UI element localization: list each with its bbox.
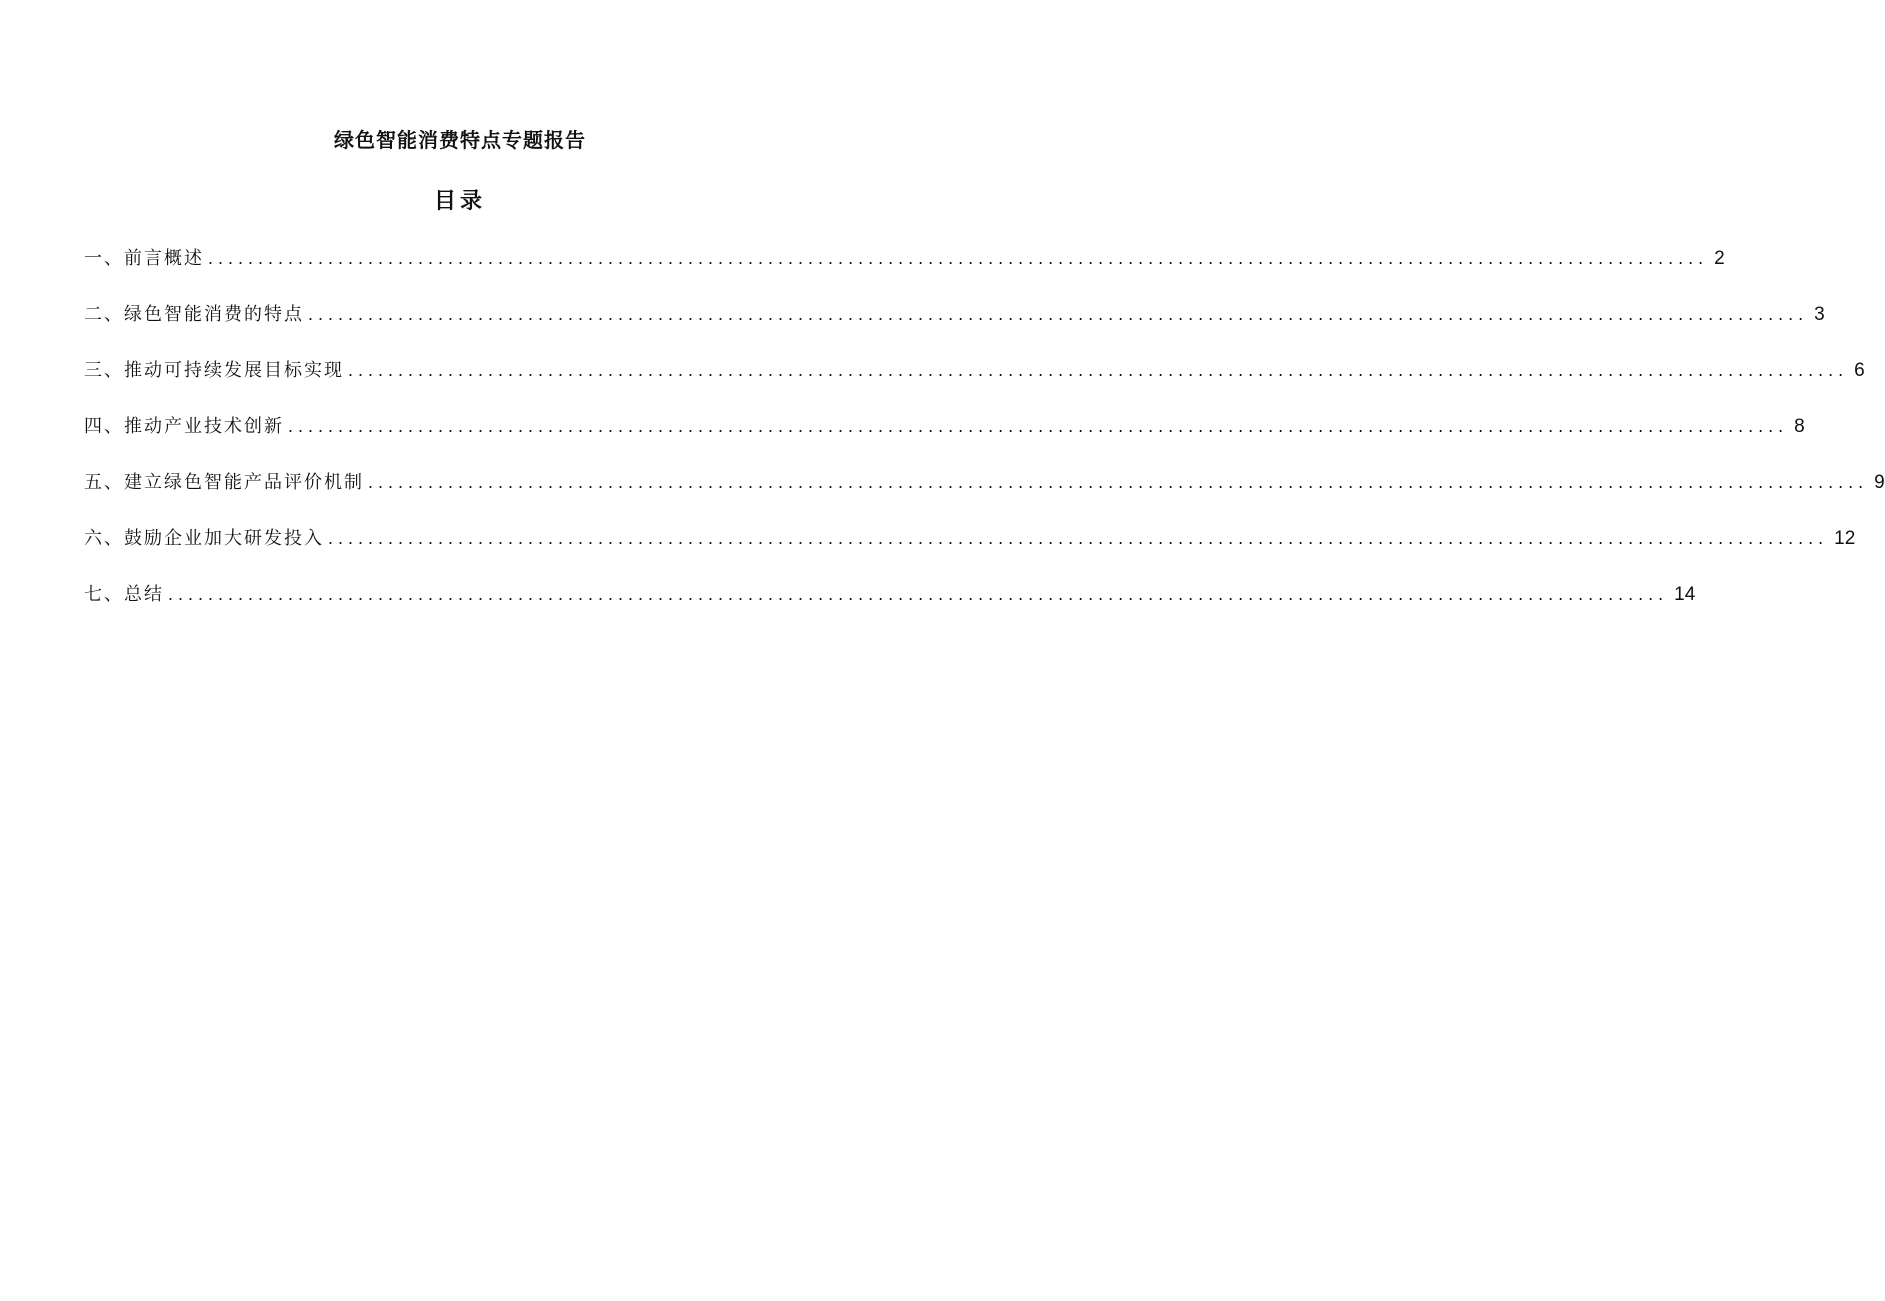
toc-dot-leader: ...................................................................................................................................................... [168,584,1669,604]
toc-page-number: 14 [1674,584,1696,605]
toc-heading: 目录 [433,189,486,214]
toc-entry-label: 七、总结 [84,584,164,605]
toc-entry[interactable] [84,577,1696,633]
toc-dot-leader: ...................................................................................................................................................... [328,528,1829,548]
toc-entry[interactable] [84,297,1825,353]
toc-entry-label: 二、绿色智能消费的特点 [84,304,304,325]
toc-entry-label: 六、鼓励企业加大研发投入 [84,528,324,549]
toc-page-number: 9 [1874,472,1885,493]
toc-page-number: 8 [1794,416,1805,437]
toc-dot-leader: ...................................................................................................................................................... [208,248,1709,268]
toc-page-number: 12 [1834,528,1856,549]
toc-entry[interactable] [84,409,1805,465]
toc-dot-leader: ...................................................................................................................................................... [368,472,1869,492]
document-title: 绿色智能消费特点专题报告 [334,128,586,152]
toc-dot-leader: ...................................................................................................................................................... [308,304,1809,324]
toc-entry[interactable] [84,353,1865,409]
table-of-contents [84,241,1885,633]
toc-entry-label: 四、推动产业技术创新 [84,416,284,437]
toc-entry[interactable] [84,241,1725,297]
toc-dot-leader: ...................................................................................................................................................... [348,360,1849,380]
toc-entry[interactable] [84,465,1885,521]
toc-entry-label: 三、推动可持续发展目标实现 [84,360,344,381]
toc-dot-leader: ...................................................................................................................................................... [288,416,1789,436]
toc-entry[interactable] [84,521,1856,577]
toc-entry-label: 五、建立绿色智能产品评价机制 [84,472,364,493]
toc-page-number: 6 [1854,360,1865,381]
toc-page-number: 3 [1814,304,1825,325]
toc-page-number: 2 [1714,248,1725,269]
toc-entry-label: 一、前言概述 [84,248,204,269]
